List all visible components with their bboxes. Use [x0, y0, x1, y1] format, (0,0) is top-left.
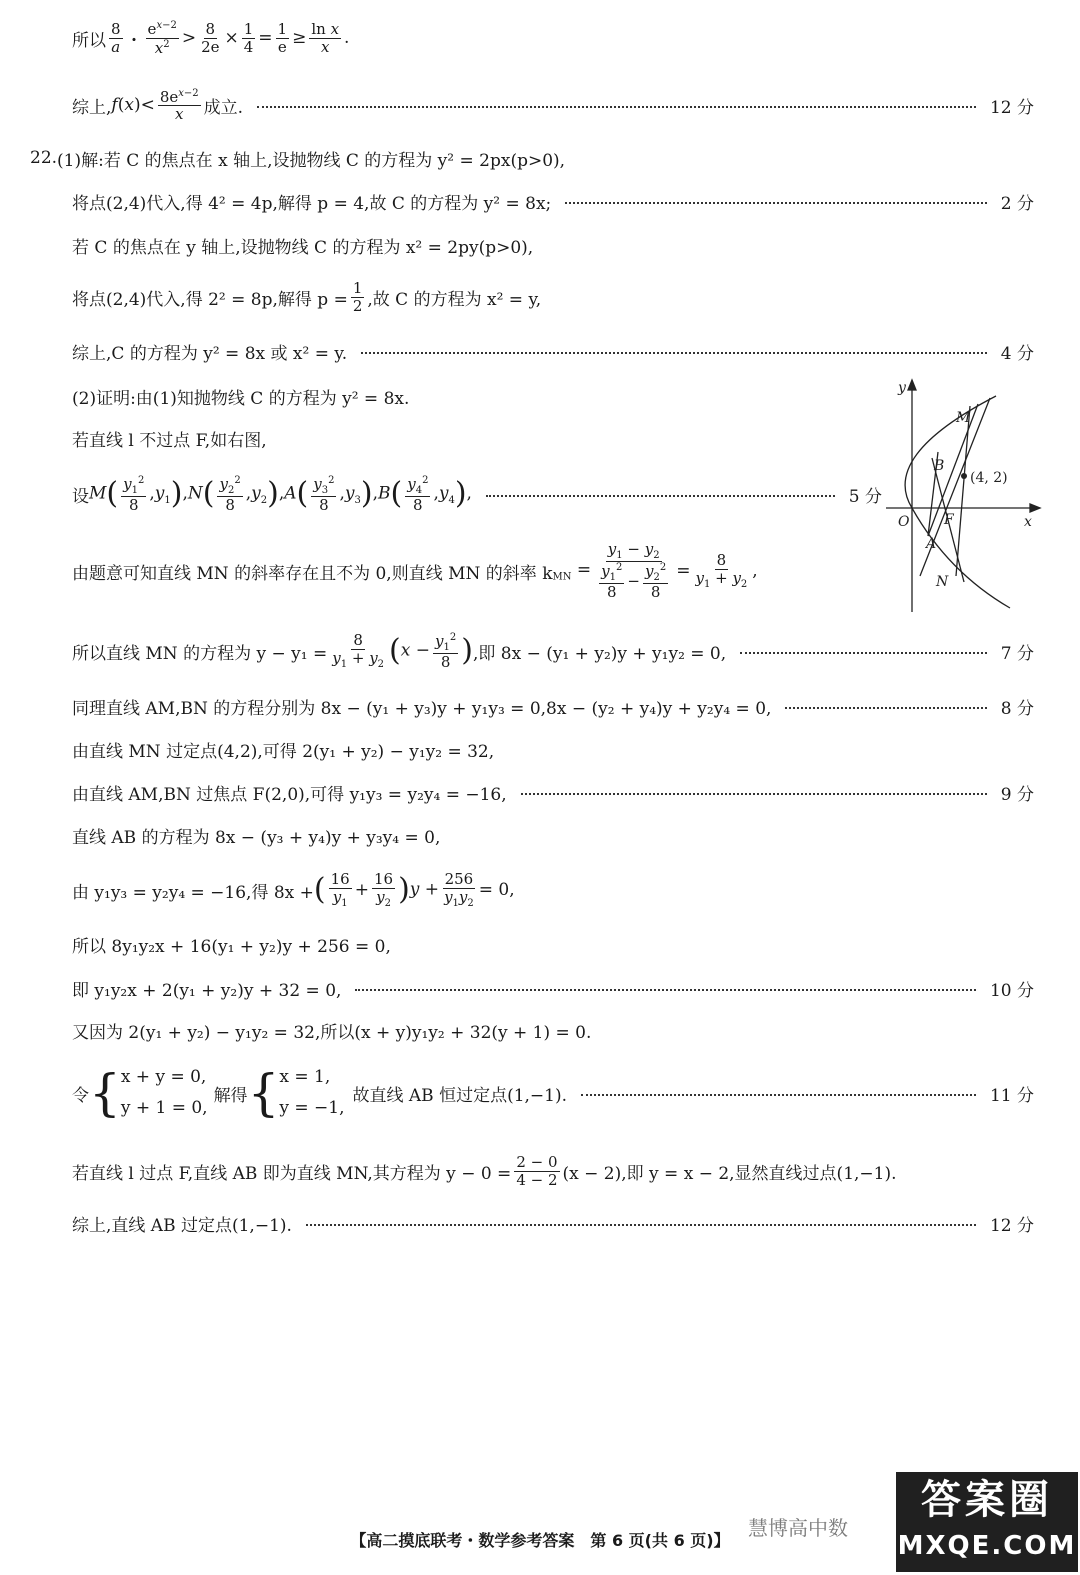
line-17: 由 y₁y₃ = y₂y₄ = −16,得 8x + ( $\frac{16}{y_1}$ + $\frac{16}{y_2}$ )y + $\frac{256}{y_1y_2}$ = 0,: [72, 870, 515, 909]
line-11: 由题意可知直线 MN 的斜率存在且不为 0,则直线 MN 的斜率 k $_{MN}$ = $y_1 - y_2$ $\frac{y_1^2}{8}$ − $\frac{y_2^2}{8}$ = $\frac{8}{y_1 + y_2}$ ,: [72, 540, 758, 602]
line-14: 由直线 MN 过定点(4,2),可得 2(y₁ + y₂) − y₁y₂ = 32,: [72, 741, 495, 762]
line-6: 将点(2,4)代入,得 2² = 8p,解得 p = $\frac{1}{2}$ ,故 C 的方程为 x² = y,: [72, 279, 542, 315]
line-22: 若直线 l 过点 F,直线 AB 即为直线 MN,其方程为 y − 0 = $\frac{2 - 0}{4 - 2}$ (x − 2),即 y = x − 2,显然直线过点(1,−1).: [72, 1153, 897, 1189]
dot-leader: [785, 707, 986, 709]
line-4: 将点(2,4)代入,得 4² = 4p,解得 p = 4,故 C 的方程为 y² = 8x; 2 分: [72, 181, 1034, 221]
watermark-logo: 答案圈 MXQE.COM: [896, 1472, 1078, 1572]
line-10: 设 M( $\frac{y_1^2}{8}$ $,y_1),N$( $\frac{y_2^2}{8}$ $,y_2),A$( $\frac{y_3^2}{8}$ $,y_3),B$( $\frac{y_4^2}{8}$ $,y_4$), 5 分: [72, 474, 882, 514]
page-footer: 【高二摸底联考・数学参考答案 第 6 页(共 6 页)】: [350, 1531, 730, 1550]
line-2: 综上, f(x)< $\frac{8e^{x-2}}{x}$ 成立. 12 分: [72, 87, 1034, 123]
line-16: 直线 AB 的方程为 8x − (y₃ + y₄)y + y₃y₄ = 0,: [72, 827, 441, 848]
point-B-label: B: [934, 458, 945, 474]
origin-label: O: [898, 514, 910, 530]
question-number: 22.: [30, 148, 58, 168]
line-5: 若 C 的焦点在 y 轴上,设抛物线 C 的方程为 x² = 2py(p>0),: [72, 237, 534, 258]
dot-leader: [740, 652, 987, 654]
line-18: 所以 8y₁y₂x + 16(y₁ + y₂)y + 256 = 0,: [72, 936, 391, 957]
line-9: 若直线 l 不过点 F,如右图,: [72, 430, 267, 451]
score-label: 5 分: [848, 486, 882, 507]
line-1: 所以 $\frac{8}{a}$ ・ $\frac{e^{x-2}}{x^2}$ > $\frac{8}{2e}$ × $\frac{1}{4}$ = $\frac{1}{e}$ ≥ $\frac{\text{ln x}}{x}$ .: [72, 20, 350, 57]
question-22-header: 22. (1)解:若 C 的焦点在 x 轴上,设抛物线 C 的方程为 y² = 2px(p>0),: [30, 148, 566, 171]
dot-leader: [306, 1224, 976, 1226]
point-N-label: N: [936, 574, 949, 590]
y-axis-label: y: [898, 380, 906, 396]
dot-leader: [521, 793, 987, 795]
line-15: 由直线 AM,BN 过焦点 F(2,0),可得 y₁y₃ = y₂y₄ = −16, 9 分: [72, 772, 1034, 812]
score-label: 9 分: [1000, 784, 1034, 805]
dot-leader: [565, 202, 986, 204]
score-label: 12 分: [989, 97, 1034, 118]
dot-leader: [355, 989, 976, 991]
line-8: (2)证明:由(1)知抛物线 C 的方程为 y² = 8x.: [72, 388, 410, 409]
point-F-label: F: [944, 512, 954, 528]
line-19: 即 y₁y₂x + 2(y₁ + y₂)y + 32 = 0, 10 分: [72, 968, 1034, 1008]
line-23: 综上,直线 AB 过定点(1,−1). 12 分: [72, 1203, 1034, 1243]
point-M-label: M: [956, 410, 971, 426]
x-axis-arrow: [1030, 504, 1040, 512]
line-13: 同理直线 AM,BN 的方程分别为 8x − (y₁ + y₃)y + y₁y₃ = 0,8x − (y₂ + y₄)y + y₂y₄ = 0, 8 分: [72, 686, 1034, 726]
y-axis-arrow: [908, 380, 916, 390]
parabola-figure: [878, 376, 1042, 616]
line-21: 令 { x + y = 0, y + 1 = 0, 解得 { x = 1, y = −1, 故直线 AB 恒过定点(1,−1). 11 分: [72, 1064, 1034, 1122]
x-axis-label: x: [1024, 514, 1032, 530]
line-12: 所以直线 MN 的方程为 y − y₁ = $\frac{8}{y_1 + y_2}$ (x − $\frac{y_1^2}{8}$ ) ,即 8x − (y₁ + y₂)y + y₁y₂ = 0, 7 分: [72, 631, 1034, 671]
dot-leader: [361, 352, 987, 354]
score-label: 8 分: [1000, 698, 1034, 719]
score-label: 7 分: [1000, 643, 1034, 664]
watermark-account: 慧博高中数: [748, 1516, 848, 1540]
score-label: 12 分: [989, 1215, 1034, 1236]
parabola-curve: [905, 396, 1010, 608]
line-7: 综上,C 的方程为 y² = 8x 或 x² = y. 4 分: [72, 331, 1034, 371]
dot-leader: [581, 1094, 976, 1096]
dot-leader: [257, 106, 976, 108]
score-label: 2 分: [1000, 193, 1034, 214]
line-20: 又因为 2(y₁ + y₂) − y₁y₂ = 32,所以(x + y)y₁y₂ + 32(y + 1) = 0.: [72, 1022, 592, 1043]
fixed-point-dot: [961, 473, 967, 479]
score-label: 10 分: [989, 980, 1034, 1001]
score-label: 4 分: [1000, 343, 1034, 364]
dot-leader: [486, 495, 835, 497]
fixed-point-label: (4, 2): [970, 470, 1008, 486]
point-A-label: A: [926, 536, 937, 552]
score-label: 11 分: [989, 1085, 1034, 1106]
